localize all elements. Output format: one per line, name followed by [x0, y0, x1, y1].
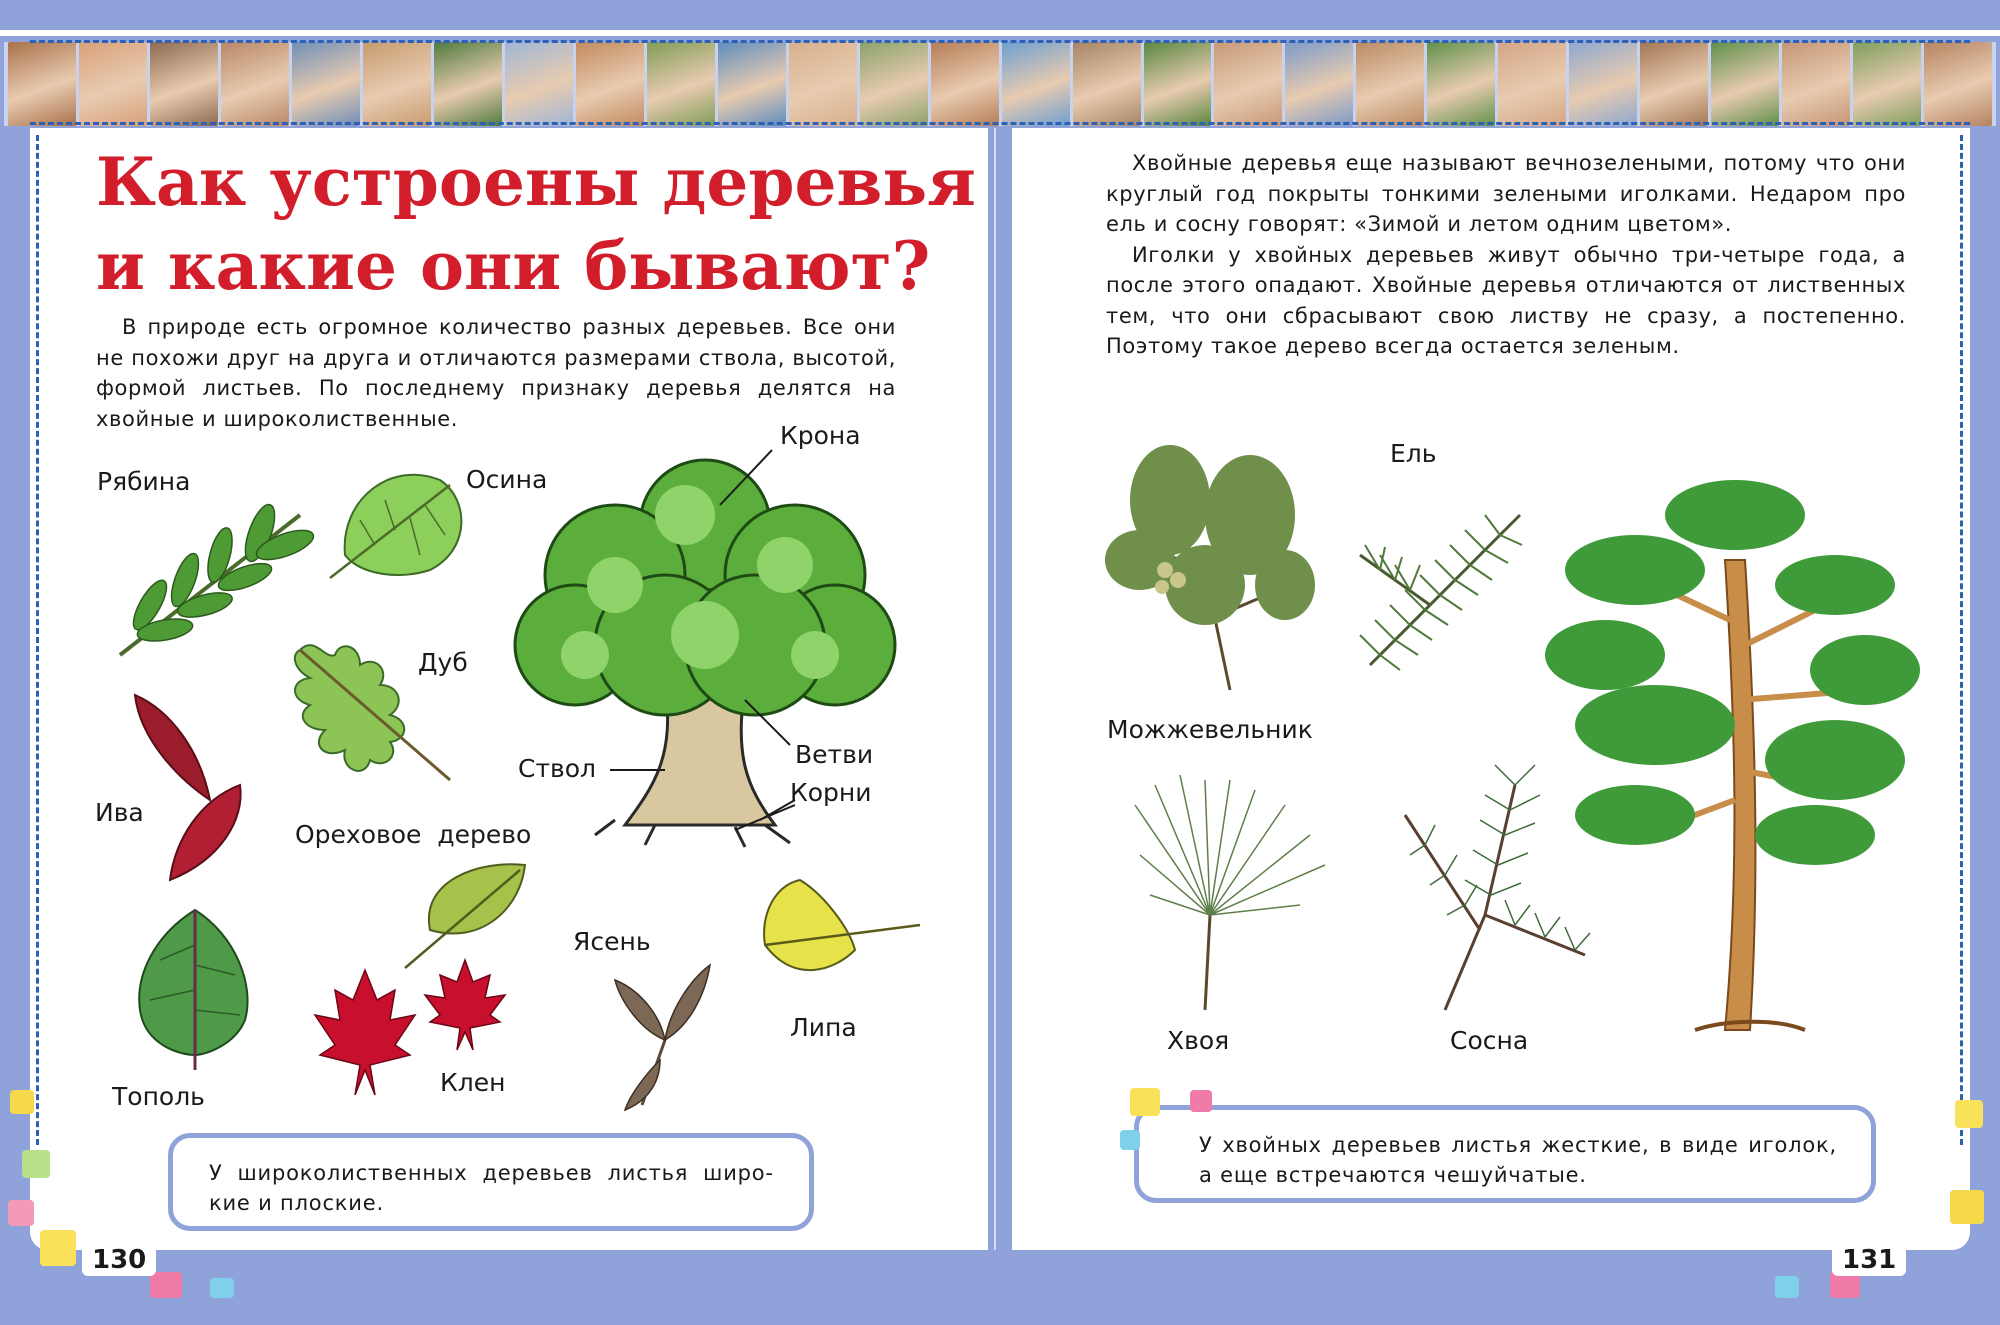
conifer-paragraphs: [1106, 148, 1906, 362]
label-topol: Тополь: [112, 1082, 205, 1111]
confetti-square: [1775, 1276, 1799, 1298]
confetti-square: [1130, 1088, 1160, 1116]
label-dub: Дуб: [418, 648, 468, 677]
label-lipa: Липа: [790, 1013, 857, 1042]
label-klen: Клен: [440, 1068, 506, 1097]
label-korni: Корни: [790, 778, 872, 807]
left-note-text: У широколиственных деревьев листья широкие и плоские.: [209, 1161, 773, 1215]
el-branch-illustration: [1340, 495, 1540, 675]
label-iva: Ива: [95, 798, 144, 827]
right-note-box: [1134, 1105, 1876, 1203]
confetti-square: [1120, 1130, 1140, 1150]
page-number-left: 130: [82, 1244, 156, 1276]
label-mozhzhevelnik: Можжевельник: [1107, 715, 1313, 744]
confetti-square: [210, 1278, 234, 1298]
left-note-box: [168, 1133, 814, 1231]
label-orekhovoe-derevo: Ореховое дерево: [295, 820, 532, 849]
mozhzhevelnik-branch-illustration: [1100, 445, 1320, 695]
label-stvol: Ствол: [518, 754, 597, 783]
khvoya-needles-illustration: [1130, 775, 1330, 1015]
label-sosna: Сосна: [1450, 1026, 1529, 1055]
conifer-paragraph-2: Иголки у хвойных деревьев живут обычно три-четыре года, а после этого опадают. Хвойные деревья отличаются от лиственных тем, что они сбрасывают свою листву не сразу, а постепенно. Поэтому такое дерево всегда остается зеленым.: [1106, 242, 1906, 358]
conifer-paragraph-1: Хвойные деревья еще называют вечнозелеными, потому что они круглый год покрыты тонкими зелеными иголками. Недаром про ель и сосну говорят: «Зимой и летом одним цветом».: [1106, 151, 1906, 236]
confetti-square: [1955, 1100, 1983, 1128]
page-title-line2: и какие они бывают?: [96, 227, 931, 305]
intro-text: В природе есть огромное количество разных деревьев. Все они не похожи друг на друга и отличаются размерами ствола, высотой, формой листьев. По последнему признаку деревья делятся на хвойные и широколиственные.: [96, 315, 896, 431]
label-yasen: Ясень: [573, 927, 651, 956]
confetti-square: [10, 1090, 34, 1114]
confetti-square: [1950, 1190, 1984, 1224]
right-note-text: У хвойных деревьев листья жесткие, в виде иголок, а еще встречаются чешуйчатые.: [1199, 1133, 1837, 1187]
confetti-square: [150, 1272, 182, 1298]
label-osina: Осина: [466, 465, 548, 494]
page-number-right: 131: [1832, 1244, 1906, 1276]
label-krona: Крона: [780, 421, 861, 450]
confetti-square: [8, 1200, 34, 1226]
page-title-line1: Как устроены деревья: [96, 143, 976, 221]
label-el: Ель: [1390, 439, 1437, 468]
label-vetvi: Ветви: [795, 740, 874, 769]
label-ryabina: Рябина: [97, 467, 191, 496]
label-khvoya: Хвоя: [1167, 1026, 1230, 1055]
pine-tree-illustration: [1545, 470, 1915, 1050]
confetti-square: [22, 1150, 50, 1178]
confetti-square: [40, 1230, 76, 1266]
confetti-square: [1190, 1090, 1212, 1112]
